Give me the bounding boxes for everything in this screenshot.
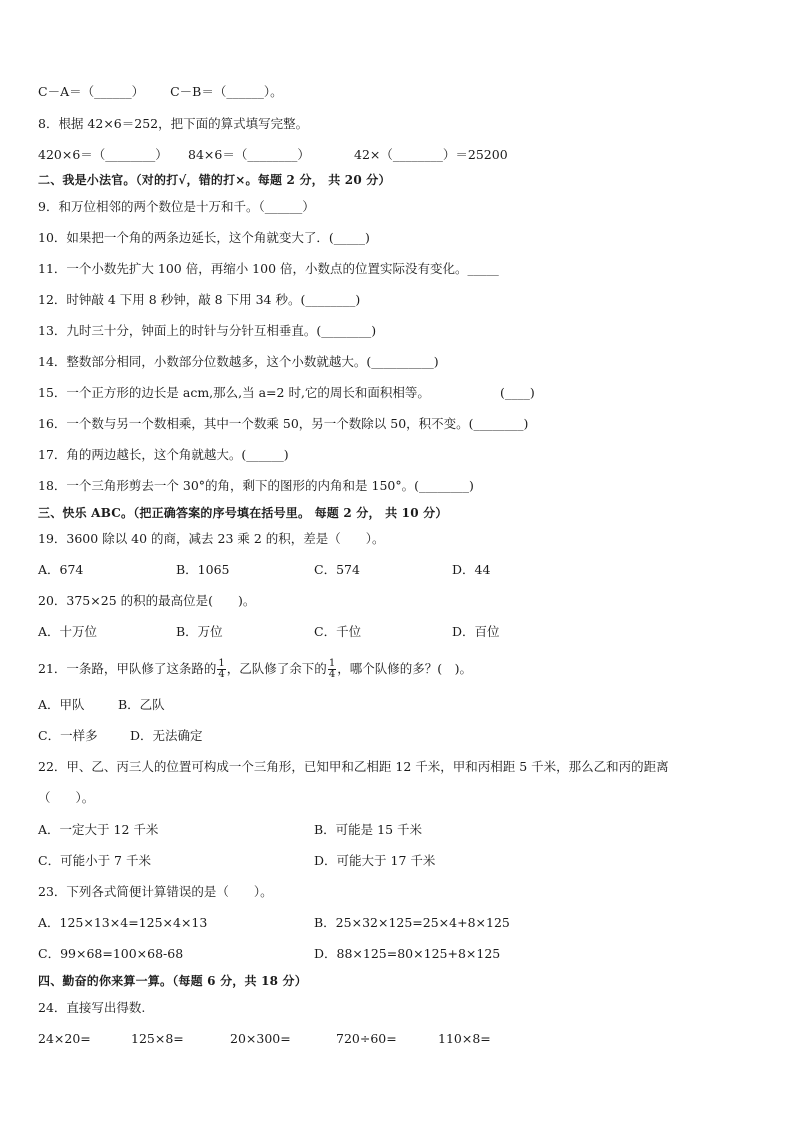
q20-option-d: D．百位 bbox=[452, 624, 500, 639]
question-19: 19．3600 除以 40 的商，减去 23 乘 2 的积，差是（ ）。 bbox=[38, 531, 385, 546]
q15-blank: (____) bbox=[500, 385, 535, 400]
q19-option-d: D．44 bbox=[452, 562, 491, 577]
q22-option-b: B．可能是 15 千米 bbox=[314, 822, 423, 837]
q21-option-c: C．一样多 bbox=[38, 728, 98, 743]
question-24: 24．直接写出得数. bbox=[38, 1000, 146, 1015]
q23-option-b: B．25×32×125=25×4+8×125 bbox=[314, 915, 510, 930]
q21-fraction-2 bbox=[328, 659, 336, 680]
q21-option-a: A．甲队 bbox=[38, 697, 85, 712]
q8-blank-2: 84×6＝（________） bbox=[188, 147, 310, 162]
q21-frac1-den: 4 bbox=[218, 669, 225, 680]
question-22: 22．甲、乙、丙三人的位置可构成一个三角形，已知甲和乙相距 12 千米，甲和丙相距 5 千米，那么乙和丙的距离 bbox=[38, 759, 669, 774]
q21-post: ，哪个队修的多？( )。 bbox=[337, 661, 472, 676]
q23-option-d: D．88×125=80×125+8×125 bbox=[314, 946, 501, 961]
question-14: 14．整数部分相同，小数部分位数越多，这个小数就越大。(__________) bbox=[38, 354, 439, 369]
q21-frac1-num: 1 bbox=[218, 658, 225, 669]
q22-option-c: C．可能小于 7 千米 bbox=[38, 853, 151, 868]
q24-expr-5: 110×8= bbox=[438, 1031, 491, 1046]
q24-expr-1: 24×20= bbox=[38, 1031, 91, 1046]
question-21 bbox=[38, 658, 472, 680]
question-10: 10．如果把一个角的两条边延长，这个角就变大了．(_____) bbox=[38, 230, 370, 245]
question-12: 12．时钟敲 4 下用 8 秒钟，敲 8 下用 34 秒。(________) bbox=[38, 292, 361, 307]
question-15 bbox=[38, 385, 758, 401]
section-3-heading: 三、快乐 ABC。（把正确答案的序号填在括号里。 每题 2 分， 共 10 分） bbox=[38, 506, 448, 520]
q22-option-d: D．可能大于 17 千米 bbox=[314, 853, 436, 868]
q20-option-a: A．十万位 bbox=[38, 624, 98, 639]
q21-fraction-1 bbox=[217, 659, 225, 680]
q20-option-b: B．万位 bbox=[176, 624, 223, 639]
q15-text: 15．一个正方形的边长是 acm,那么,当 a=2 时,它的周长和面积相等。 bbox=[38, 385, 430, 400]
question-18: 18．一个三角形剪去一个 30°的角，剩下的图形的内角和是 150°。(________) bbox=[38, 478, 474, 493]
q21-option-b: B．乙队 bbox=[118, 697, 165, 712]
q24-expr-4: 720÷60= bbox=[336, 1031, 397, 1046]
q21-option-d: D．无法确定 bbox=[130, 728, 203, 743]
q7-ca: C－A＝（______） bbox=[38, 84, 145, 99]
section-2-heading: 二、我是小法官。（对的打√，错的打×。每题 2 分， 共 20 分） bbox=[38, 173, 391, 187]
q21-mid: ，乙队修了余下的 bbox=[226, 661, 327, 676]
q19-option-b: B．1065 bbox=[176, 562, 230, 577]
q8-blank-3: 42×（________）＝25200 bbox=[354, 147, 508, 162]
q7-cb: C－B＝（______）。 bbox=[170, 84, 283, 99]
question-9: 9．和万位相邻的两个数位是十万和千。（______） bbox=[38, 199, 315, 214]
q21-pre: 21．一条路，甲队修了这条路的 bbox=[38, 661, 217, 676]
q21-frac2-num: 1 bbox=[328, 658, 336, 669]
section-4-heading: 四、勤奋的你来算一算。（每题 6 分，共 18 分） bbox=[38, 974, 307, 988]
question-16: 16．一个数与另一个数相乘，其中一个数乘 50，另一个数除以 50，积不变。(________) bbox=[38, 416, 529, 431]
question-11: 11．一个小数先扩大 100 倍，再缩小 100 倍，小数点的位置实际没有变化。_____ bbox=[38, 261, 499, 276]
question-20: 20．375×25 的积的最高位是( )。 bbox=[38, 593, 256, 608]
q23-option-a: A．125×13×4=125×4×13 bbox=[38, 915, 208, 930]
q8-blank-1: 420×6＝（________） bbox=[38, 147, 168, 162]
q19-option-a: A．674 bbox=[38, 562, 84, 577]
question-8: 8．根据 42×6＝252，把下面的算式填写完整。 bbox=[38, 116, 309, 131]
q7-tail bbox=[38, 84, 283, 100]
question-23: 23．下列各式简便计算错误的是（ ）。 bbox=[38, 884, 273, 899]
q24-expr-2: 125×8= bbox=[131, 1031, 184, 1046]
question-13: 13．九时三十分，钟面上的时针与分针互相垂直。(________) bbox=[38, 323, 377, 338]
q22-option-a: A．一定大于 12 千米 bbox=[38, 822, 159, 837]
q24-expr-3: 20×300= bbox=[230, 1031, 291, 1046]
q20-option-c: C．千位 bbox=[314, 624, 362, 639]
q23-option-c: C．99×68=100×68-68 bbox=[38, 946, 184, 961]
q21-frac2-den: 4 bbox=[328, 669, 336, 680]
question-17: 17．角的两边越长，这个角就越大。(______) bbox=[38, 447, 289, 462]
q19-option-c: C．574 bbox=[314, 562, 360, 577]
question-22-cont: （ ）。 bbox=[38, 790, 95, 805]
